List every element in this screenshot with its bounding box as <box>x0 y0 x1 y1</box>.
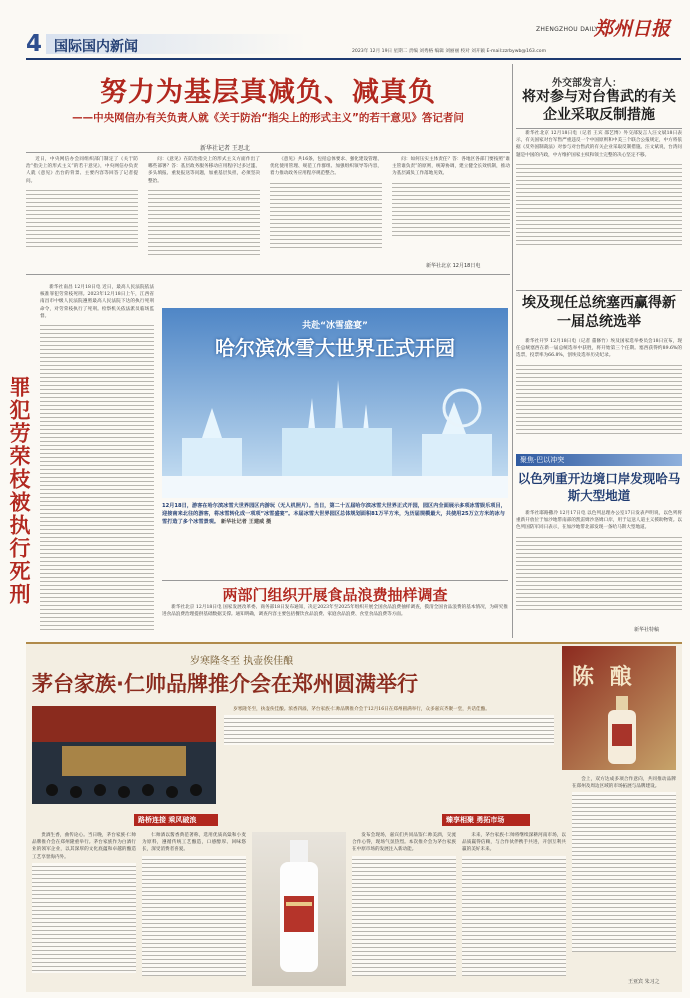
text-lines <box>516 534 682 612</box>
execution-headline: 罪犯劳荣枝被执行死刑 <box>7 376 31 606</box>
text-lines <box>148 187 260 257</box>
egypt-article <box>516 290 682 450</box>
food-headline: 两部门组织开展食品浪费抽样调查 <box>222 586 448 604</box>
mfa-article <box>516 64 682 288</box>
ad-subhead-2-label: 臻享相聚 勇拓市场 <box>446 816 505 824</box>
event-stage-illustration <box>32 706 216 804</box>
text-lines <box>462 856 566 976</box>
mfa-headline: 将对参与对台售武的有关企业采取反制措施 <box>522 89 676 123</box>
text-lines <box>392 180 510 238</box>
text-lines <box>516 161 682 247</box>
ad-col-1 <box>32 832 136 986</box>
ad-seal: 陈 酿 <box>572 664 636 690</box>
execution-body-text: 新华社南昌 12月18日电 近日，最高人民法院依法核准罪犯劳荣枝死刑。2023年12月18日上午，江西省南昌市中级人民法院遵照最高人民法院下达的执行死刑命令，对劳荣枝执行了死刑。检察机关依法派员临场监督。 <box>40 285 154 319</box>
text-lines <box>26 187 138 247</box>
egypt-headline: 埃及现任总统塞西赢得新一届总统选举 <box>522 295 676 330</box>
lead-byline: 新华社记者 王思北 <box>200 145 250 152</box>
lead-col-2 <box>148 156 260 270</box>
section-rule <box>26 274 510 275</box>
lead-col-1 <box>26 156 138 270</box>
gaza-credit: 新华社特稿 <box>634 627 660 633</box>
ad-kicker: 岁寒隆冬至 执壶俟佳酿 <box>190 656 294 667</box>
ad-col-2 <box>142 832 246 986</box>
ad-col-5-text: 会上，双方达成多项合作意向，共同推动品牌在郑州及周边区域的市场拓展与品牌建设。 <box>572 777 676 790</box>
harbin-caption-text: 12月18日，游客在哈尔滨冰雪大世界园区内游玩（无人机照片）。当日，第二十五届哈尔滨冰雪大世界正式开园，园区内全面展示多项冰雪娱乐项目，迎接南来北往的游客，将冰雪转化成一项项“冰雪盛宴”。本届冰雪大世界园区总体规划面积81万平方米，为历届规模最大，共使用25万立方米的冰与雪打造了多个冰雪景观。 <box>162 503 506 525</box>
gaza-body <box>516 510 682 628</box>
execution-body <box>40 284 154 634</box>
gaza-body-text: 新华社耶路撒冷 12月17日电 以色列总理办公室17日发表声明说，以色列将重新开放位于加沙地带南部的凯雷姆沙洛姆口岸，用于运送人道主义援助物资。以色列国防军同日表示，在加沙地带北部发现一条哈马斯大型地道。 <box>516 511 682 531</box>
ad-intro <box>224 706 554 766</box>
ad-top-rule <box>26 642 682 644</box>
vertical-rule <box>512 64 513 638</box>
lead-article <box>26 64 510 270</box>
ad-col-1-text: 贵酒生香，曲传论心。当日晚，茅台家族·仁帅品牌推介会在郑州隆重举行。茅台家族作为白酒行业的领军企业，以其深厚的文化底蕴和卓越的酿造工艺享誉海内外。 <box>32 833 136 860</box>
lead-col-4 <box>392 156 510 270</box>
ad-seal-panel <box>562 646 676 770</box>
execution-article <box>6 278 156 638</box>
ad-product-image <box>252 832 346 986</box>
ad-col-3-text: 发布会现场，嘉宾们共同品鉴仁帅美酒，交流合作心得，现场气氛热烈。本次推介会为茅台家族在中原市场的发展注入新动能。 <box>352 833 456 853</box>
masthead-rule <box>26 58 681 60</box>
food-body <box>162 604 508 638</box>
liquor-bottle-icon <box>602 696 642 766</box>
mfa-body-text: 新华社北京 12月18日电（记者 王宾 邵艺博）外交部发言人汪文斌18日表示，有关国家对台军售严重违反一个中国原则和中美三个联合公报规定，中方将依据《反外国制裁法》对参与对台售武的有关企业采取反制措施。汪文斌说，台湾问题是中国的内政，中方维护国家主权和领土完整的决心坚定不移。 <box>516 131 682 158</box>
lead-headline: 努力为基层真减负、减真负 <box>100 77 436 108</box>
mfa-divider <box>516 128 682 129</box>
harbin-caption <box>162 502 508 526</box>
lead-col-1-text: 近日，中央网信办会同组织部门制定了《关于防治“指尖上的形式主义”的若干意见》，中央网信办负责人就《意见》出台的背景、主要内容等回答了记者提问。 <box>26 157 138 184</box>
paper-logo: 郑州日报 <box>594 18 671 40</box>
egypt-top-rule <box>516 290 682 291</box>
bottle-product-icon <box>252 832 346 986</box>
text-lines <box>572 792 676 952</box>
section-title: 国际国内新闻 <box>54 39 138 55</box>
paper-name-en: ZHENGZHOU DAILY <box>536 26 599 33</box>
page-number: 4 <box>26 31 43 57</box>
text-lines <box>224 715 554 745</box>
ad-col-5 <box>572 776 676 976</box>
gaza-article <box>516 454 682 636</box>
text-lines <box>270 180 382 250</box>
gaza-headline: 以色列重开边境口岸发现哈马斯大型地道 <box>517 471 681 503</box>
food-body-text: 新华社北京 12月18日电 国家发展改革委、商务部18日发布通知，决定2023年至2025年组织开展全国食品浪费抽样调查，摸清全国食品浪费的基本情况，为研究推进食品浪费治理提供基础数据支撑。通知明确，调查内容主要包括餐饮食品浪费、家庭食品浪费、食堂食品浪费等方面。 <box>162 605 508 618</box>
ad-photo <box>32 706 216 804</box>
lead-divider <box>26 152 510 153</box>
ad-reporters: 王亚宾 朱习之 <box>628 979 660 985</box>
masthead <box>0 0 690 60</box>
harbin-headline: 哈尔滨冰雪大世界正式开园 <box>215 336 455 360</box>
gaza-tag: 聚焦·巴以冲突 <box>516 454 682 466</box>
mfa-body <box>516 130 682 286</box>
ad-col-2-text: 仁帅酒以酱香典范著称，选用优质高粱和小麦为原料，遵循传统工艺酿造，口感醇厚、回味悠长，深受消费者喜爱。 <box>142 833 246 853</box>
ad-intro-text: 岁寒隆冬至，执壶俟佳酿。浓香四溢，茅台家族·仁帅品牌推介会于12月16日在郑州圆满举行，众多嘉宾齐聚一堂，共话佳酿。 <box>233 707 490 712</box>
text-lines <box>32 863 136 973</box>
lead-col-4-text: 问：如何压实主体责任？答：各地区各部门要按照“谁主管谁负责”的原则，统筹协调，建立健全长效机制，推动为基层减负工作落地见效。 <box>392 157 510 177</box>
ad-col-4 <box>462 832 566 986</box>
ad-subhead-1-label: 路桥连接 乘风破浪 <box>138 816 197 824</box>
harbin-credit: 新华社记者 王建威 摄 <box>220 519 272 525</box>
ad-col-3 <box>352 832 456 986</box>
dateline: 2023年 12月 19日 星期二 责编 刘秀格 编辑 刘丽丽 校对 刘开颖 E-mail:zzrbywb@163.com <box>352 49 547 54</box>
food-top-rule <box>162 580 508 581</box>
mfa-kicker: 外交部发言人： <box>552 78 622 89</box>
harbin-kicker: 共赴“冰雪盛宴” <box>302 321 368 331</box>
lead-col-3-text: 《意见》共16条，包括总体要求、强化建设管理、优化使用管理、规范工作群组、加强组织领导等内容，着力推动政务应用程序规范整合。 <box>270 157 382 177</box>
text-lines <box>142 856 246 976</box>
harbin-article <box>162 278 508 578</box>
egypt-body <box>516 338 682 446</box>
ad-section <box>26 642 682 992</box>
text-lines <box>352 856 456 976</box>
lead-dateline-end: 新华社北京 12月18日电 <box>426 263 481 269</box>
lead-subtitle: ——中央网信办有关负责人就《关于防治“指尖上的形式主义”的若干意见》答记者问 <box>72 112 464 124</box>
text-lines <box>40 322 154 630</box>
lead-col-2-text: 问：《意见》在防治指尖上的形式主义方面作出了哪些部署？答：基层政务服务移动应用程序过多过滥、多头填报、重复报送等问题，加重基层负担，必须坚决整治。 <box>148 157 260 184</box>
egypt-body-text: 新华社开罗 12月18日电（记者 董修竹）埃及国家选举委员会18日宣布，现任总统塞西在新一届总统选举中获胜，将开始第三个任期。塞西获得约89.6%的选票，投票率为66.8%，创埃及选举历史纪录。 <box>516 339 682 359</box>
text-lines <box>516 362 682 436</box>
ad-col-4-text: 未来，茅台家族·仁帅将继续深耕河南市场，以品质赢得信赖，与合作伙伴携手共进，开创互利共赢的美好未来。 <box>462 833 566 853</box>
lead-col-3 <box>270 156 382 270</box>
ad-headline: 茅台家族·仁帅品牌推介会在郑州圆满举行 <box>32 672 418 696</box>
